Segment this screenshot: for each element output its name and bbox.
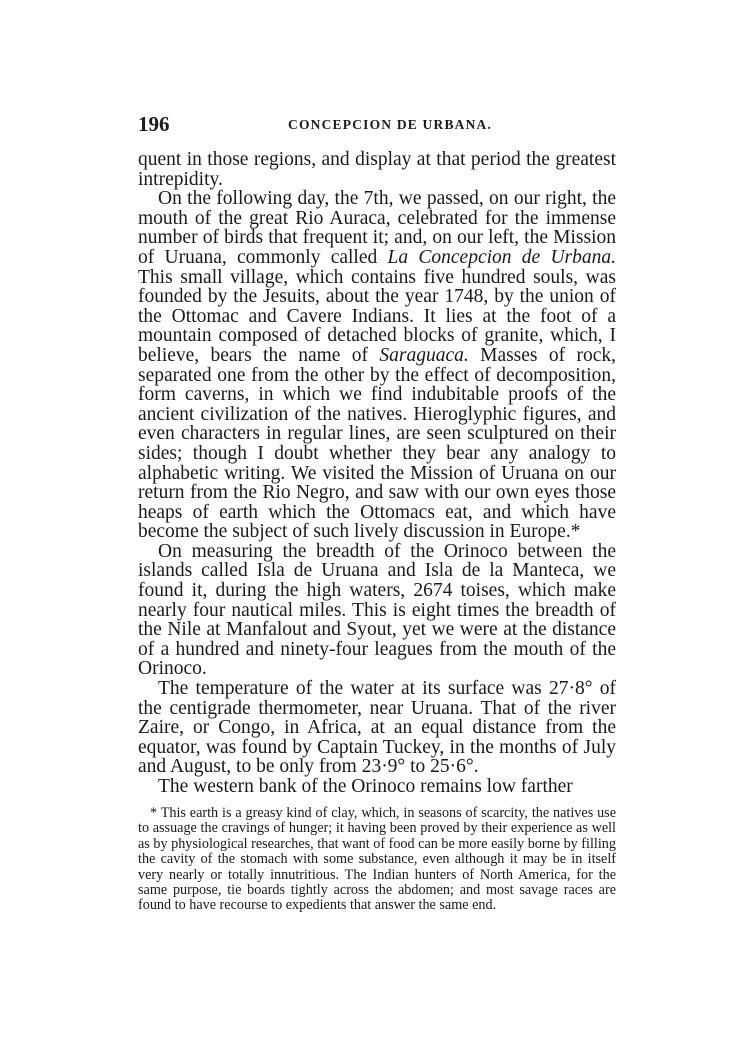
paragraph-text: On measuring the breadth of the Orinoco between the islands called Isla de Uruana and Isla de la Manteca, we found it, during the high waters, 2674 toises, which make nearly four nautical miles. This is eight times the breadth of the Nile at Manfalout and Syout, yet we were at the distance of a hundred and ninety-four leagues from the mouth of the Orinoco.: [138, 540, 616, 680]
running-head: [138, 112, 615, 142]
footnote-text: * This earth is a greasy kind of clay, which, in seasons of scarcity, the natives use to assuage the cravings of hunger; it having been proved by their experience as well as by physiological researches, that want of food can be more easily borne by filling the cavity of the stomach with some substance, even although it may be in itself very nearly or totally innutritious. The Indian hunters of North America, for the same purpose, tie boards tightly across the abdomen; and most savage races are found to have recourse to expedients that answer the same end.: [138, 805, 616, 914]
page-number: 196: [138, 112, 170, 136]
paragraph-water-temperature: [138, 679, 616, 777]
paragraph-text: This small village, which contains five hundred souls, was founded by the Jesuits, about the year 1748, by the union of the Ottomac and Cavere Indians. It lies at the foot of a mountain composed of detached blocks of granite, which, I believe, bears the name of: [138, 266, 616, 366]
paragraph-text: quent in those regions, and display at that period the greatest intrepidity.: [138, 149, 616, 190]
paragraph-western-bank: [138, 777, 616, 797]
paragraph-text: The temperature of the water at its surface was 27·8° of the centigrade thermometer, near Uruana. That of the river Zaire, or Congo, in Africa, at an equal distance from the equator, was found by Captain Tuckey, in the months of July and August, to be only from 23·9° to 25·6°.: [138, 678, 616, 778]
italic-place-name: La Concepcion de Urbana.: [387, 246, 617, 268]
paragraph-text: Masses of rock, separated one from the other by the effect of decomposition, form caverns, in which we find indubitable proofs of the ancient civilization of the natives. Hieroglyphic figures, and even characters in regular lines, are seen sculptured on their sides; though I doubt whether they bear any analogy to alphabetic writing. We visited the Mission of Uruana on our return from the Rio Negro, and saw with our own eyes those heaps of earth which the Ottomacs eat, and which have become the subject of such lively discussion in Europe.*: [138, 344, 616, 543]
paragraph-text: The western bank of the Orinoco remains low farther: [158, 776, 573, 797]
paragraph-uruana-mission: [138, 189, 616, 542]
paragraph-continued: [138, 150, 616, 189]
paragraph-text: On the following day, the 7th, we passed, on our right, the mouth of the great Rio Auraca, celebrated for the immense number of birds that frequent it; and, on our left, the Mission of Uruana, commonly called: [138, 188, 616, 268]
body-text: [138, 150, 616, 797]
italic-mountain-name: Saraguaca.: [379, 344, 469, 366]
paragraph-orinoco-breadth: [138, 542, 616, 679]
running-title: CONCEPCION DE URBANA.: [288, 117, 493, 132]
footnotes: [138, 806, 616, 914]
footnote: [138, 806, 616, 914]
